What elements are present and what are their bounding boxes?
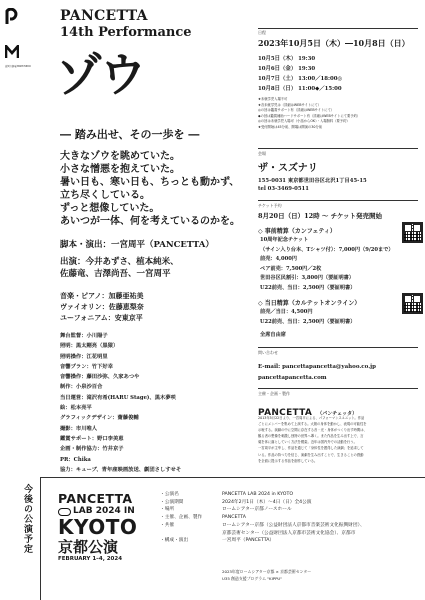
ticket-section1	[260, 236, 394, 294]
info-value: PANCETTA LAB 2024 in KYOTO	[222, 492, 294, 497]
schedule-day: 10月8日（日） 11:00◆／15:00	[258, 86, 342, 92]
bottom-info	[160, 491, 365, 545]
music-line: ユーフォニアム：安東京平	[60, 313, 143, 322]
kyoto-logo	[58, 492, 148, 562]
rule-inquiry	[258, 347, 418, 348]
organizer-desc-line: 観る者の想像を刺激し独特の世界へ導く。また作品を生み出す上で、言	[258, 434, 364, 439]
intro-text	[60, 150, 240, 228]
ticket-line: 10周年記念チケット	[260, 237, 309, 243]
venue-label: 会場	[258, 151, 266, 156]
ticket-line: U22前売、当日：2,500円（要証明書）	[260, 284, 356, 291]
organizer-desc-line: いる。作品の持つ力を信じ、演劇を生み出すことで、生きることの感動	[258, 452, 364, 457]
intro-line: 大きなゾウを眺めていた。	[60, 151, 180, 162]
ticket-line: ペア前売：7,500円／2枚	[260, 265, 322, 272]
organizer-description	[258, 415, 367, 464]
intro-line: 立ち尽くしている。	[60, 190, 150, 201]
qr-code-icon[interactable]	[402, 222, 423, 243]
cast-line: 佐藤竜、吉澤尚吾、一宮周平	[60, 269, 171, 279]
music-credit	[60, 290, 144, 323]
staff-line: 鑑賞サポート：野口李美恵	[60, 435, 124, 442]
cast-line: 出演：今井あずさ、植本純米、	[60, 257, 179, 267]
info-key: ・場所	[160, 507, 175, 513]
staff-line: 絵：松本亮平	[60, 405, 92, 412]
ticket-line: 前売／当日：4,500円	[260, 309, 313, 315]
staff-line: 当日運営：滝沢有希(HARU Stage)、黒木夢咲	[60, 394, 176, 401]
info-value: 2024年2月1日（木）〜4日（日）全4公演	[222, 499, 312, 505]
intro-line: 小さな憎悪を抱えていた。	[60, 164, 180, 175]
info-key: ・主催、企画、製作	[160, 515, 203, 521]
rule-venue	[258, 148, 418, 149]
info-value: 京都芸術センター（公益財団法人京都市芸術文化協会）、京都市	[222, 530, 356, 536]
ticket-line: （サイン入り台本、Tシャツ付）：7,000円（9/20まで）	[260, 246, 394, 253]
staff-line: 音響プラン：竹下好幸	[60, 363, 113, 370]
venue-tel: tel 03-3469-0511	[258, 186, 309, 192]
schedule-note: ★各未就学児は（詳細はWEBサイトにて）	[258, 102, 322, 107]
rule-organizer	[258, 388, 418, 389]
organizer-name-text: PANCETTA	[258, 408, 313, 418]
ticket-section1-title: ◇ 事前精算（カンフェティ）	[258, 228, 336, 235]
staff-line: 照明：黒太剛亮（黒猿）	[60, 343, 119, 350]
info-key	[160, 530, 222, 538]
staff-line: グラフィックデザイン：齋藤俊輔	[60, 415, 139, 422]
staff-list	[60, 331, 181, 475]
schedule-note: ◎の回は鑑賞サポート有（詳細はWEBサイトにて）	[258, 108, 335, 113]
rule-bottom	[40, 477, 425, 478]
organizer-desc-line: ごとにメンバーを集めて上演する。大胆の身体を動かし、表現の可能性を	[258, 422, 367, 427]
schedule-day: 10月7日（土） 13:00／18:00◎	[258, 76, 343, 82]
kyoto-logo-city: KYOTO	[58, 515, 138, 539]
music-line: 音楽・ピアノ：加藤亜祐美	[60, 291, 144, 300]
organizer-desc-line: を全面に提示する作品を創作している。	[258, 458, 318, 463]
ticket-line: 世田谷区民割引：3,800円（要証明書）	[260, 275, 355, 282]
schedule-note: ◆の回は鑑賞補助ハードサポート有（詳細はWEBサイトにて要予約）	[258, 113, 361, 118]
inquiry-email[interactable]: E-mail: pancettapancetta@yahoo.co.jp	[258, 364, 376, 370]
play-tagline: ― 踏み出せ、その一歩を ―	[60, 128, 200, 141]
venue-address: 155-0031 東京都世田谷区北沢1丁目45-15	[258, 178, 367, 184]
tickets-label: チケット予約	[258, 203, 282, 208]
footnote-line: 2023年度ロームシアター京都 × 京都芸術センター	[222, 569, 312, 574]
performance-subtitle: 14th Performance	[60, 25, 192, 40]
play-title: ゾウ	[56, 48, 144, 102]
theatre-logo-icon	[5, 44, 31, 68]
schedule-note: ★未就学児入場不可	[258, 97, 288, 101]
ticket-section2-title: ◇ 当日精算（カルテットオンライン）	[258, 300, 361, 307]
intro-line: ずっと想像していた。	[60, 203, 160, 214]
schedule-range: 2023年10月5日（木）―10月8日（日）	[258, 38, 410, 48]
cast-credit	[60, 256, 179, 280]
info-value: ロームシアター京都（公益財団法人京都市音楽芸術文化振興財団）、	[222, 522, 365, 528]
organizer-desc-line: 葉を体に落としていく方法を模索。近年は国内外での活動を行う。	[258, 440, 357, 445]
staff-line: 協力：キューブ、青年座映画放送、劇団さしすせそ	[60, 466, 182, 473]
info-key: ・共催	[160, 522, 175, 528]
director-credit: 脚本・演出：一宮周平（PANCETTA）	[60, 240, 214, 250]
staff-line: 音響操作：藤田沙弥、久家あつや	[60, 374, 140, 381]
schedule-note: ◎の回は未就学児入場可（小話からOK）・入場無料（要予約）	[258, 119, 350, 124]
kyoto-logo-jp: 京都公演	[58, 538, 119, 556]
intro-line: あいつが一体、何を考えているのかを。	[60, 216, 240, 227]
schedule-day: 10月6日（金） 19:30	[258, 66, 316, 72]
staff-line: 制作：小泉沙百合	[60, 384, 103, 391]
kyoto-logo-line1: PANCETTA	[58, 491, 133, 506]
ticket-release: 8月20日（日）12時 〜 チケット発売開始	[258, 212, 383, 220]
schedule-notes	[258, 97, 360, 131]
info-key: ・構成・演出	[160, 538, 189, 544]
bottom-divider	[40, 477, 41, 600]
inquiry-label: 問い合わせ	[258, 350, 278, 355]
rule-schedule	[258, 28, 418, 29]
ticket-seating: 全席自由席	[260, 332, 286, 338]
venue-name: ザ・スズナリ	[258, 163, 318, 174]
ticket-section2	[260, 308, 355, 327]
info-key: ・公演名	[160, 492, 179, 497]
organizer-desc-line: 示唆する。演劇の中に空間に存在する音・光・身体がつくり出す時間は、	[258, 428, 367, 433]
staff-line: PR：Chika	[60, 456, 91, 463]
info-value: 一宮周平（PANCETTA）	[222, 538, 275, 544]
pancetta-logo-icon	[5, 8, 18, 25]
intro-line: 暑い日も、寒い日も、ちっとも動かず、	[60, 177, 240, 188]
organizer-kana: （パンチェッタ）	[317, 411, 358, 417]
schedule-days	[258, 54, 342, 94]
schedule-note: ★受付開始は45分前、開場は開演の30分前	[258, 124, 323, 129]
staff-line: 企画・制作協力：竹井京子	[60, 446, 124, 453]
music-line: ヴァイオリン：佐藤恵梨奈	[60, 302, 144, 311]
schedule-label: 日程	[258, 30, 266, 35]
schedule-day: 10月5日（木） 19:30	[258, 56, 316, 62]
organizer-desc-line: 一宮周平が主宰し、作品を通じて「身体性を獲得した演劇」を追求して	[258, 446, 364, 451]
ticket-line: U22前売、当日：2,500円（要証明書）	[260, 318, 356, 325]
logo-caption: 新国立劇場 BOXSTUDIO	[5, 65, 31, 68]
organizer-desc-line: 2013年5月22日より、一宮周平による、パフォーマンスユニット。作品	[258, 416, 365, 420]
ticket-line: 前売：4,000円	[260, 256, 297, 263]
company-title: PANCETTA	[60, 8, 148, 24]
info-value: ロームシアター京都ノースホール	[222, 507, 292, 513]
info-key: ・公演期間	[160, 499, 184, 505]
staff-line: 舞台監督：小川陽子	[60, 333, 108, 339]
footnote-line: U35 創造支援プログラム "KIPPU"	[222, 576, 283, 581]
staff-line: 撮影：市川唯人	[60, 425, 98, 432]
bottom-footnote	[222, 568, 311, 582]
staff-line: 照明操作：江花明里	[60, 353, 108, 360]
organizer-label: 主催・企画・製作	[258, 391, 290, 396]
inquiry-url[interactable]: pancettapancetta.com	[258, 375, 327, 381]
qr-code-icon[interactable]	[402, 293, 423, 314]
rule-tickets	[258, 200, 418, 201]
kyoto-logo-lab: LAB 2024 IN	[73, 506, 135, 516]
info-value: PANCETTA	[222, 515, 246, 521]
kyoto-logo-date: FEBRUARY 1–4, 2024	[58, 556, 123, 562]
upcoming-label: 今後の公演予定	[22, 484, 32, 554]
